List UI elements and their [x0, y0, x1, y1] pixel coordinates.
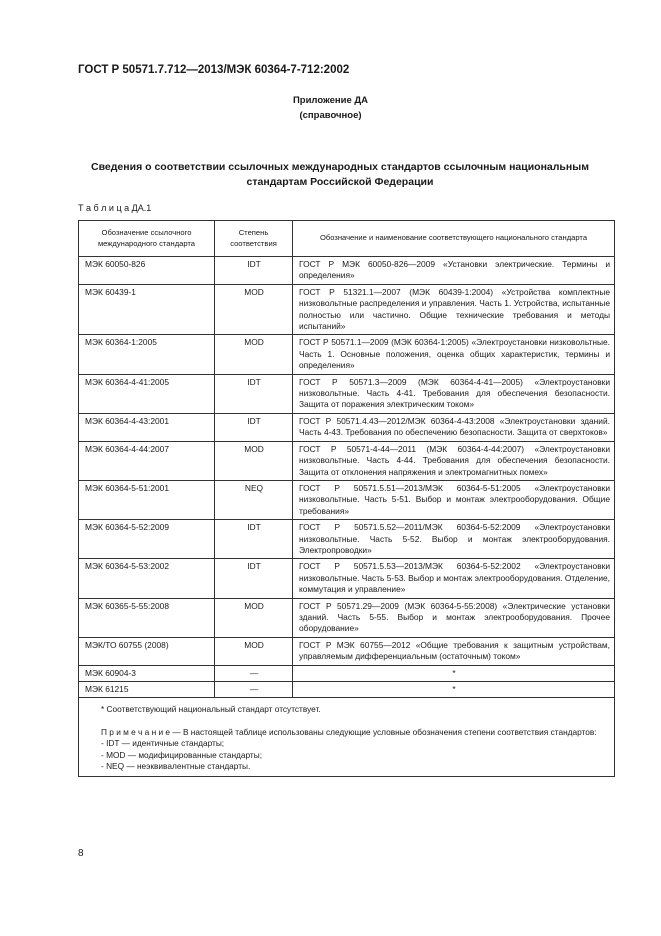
table-label: Т а б л и ц а ДА.1	[78, 203, 152, 213]
international-standard-cell: МЭК 60364-4-41:2005	[79, 374, 215, 413]
international-standard-cell: МЭК 60904-3	[79, 665, 215, 681]
table-row	[79, 335, 615, 374]
international-standard-cell: МЭК 60364-5-51:2001	[79, 480, 215, 519]
international-standard-cell: МЭК 60365-5-55:2008	[79, 598, 215, 637]
national-standard-cell: ГОСТ Р 50571-4-44—2011 (МЭК 60364-4-44:2007) «Электроустановки низковольтные. Часть 4-44. Требования для обеспечения безопасности. Защита от отклонения напряжения и электромагнитных помех»	[293, 441, 615, 480]
table-row	[79, 598, 615, 637]
column-header-degree: Степень соответствия	[215, 221, 293, 257]
international-standard-cell: МЭК 61215	[79, 682, 215, 698]
footnote: * Соответствующий национальный стандарт отсутствует.	[101, 704, 321, 715]
section-title	[60, 160, 620, 190]
standards-table	[78, 220, 615, 777]
table-row	[79, 520, 615, 559]
note-item: - MOD — модифицированные стандарты;	[101, 749, 263, 760]
international-standard-cell: МЭК/ТО 60755 (2008)	[79, 637, 215, 665]
table-row	[79, 682, 615, 698]
national-standard-cell: ГОСТ Р 50571.1—2009 (МЭК 60364-1:2005) «Электроустановки низковольтные. Часть 1. Основные положения, оценка общих характеристик, термины и определения»	[293, 335, 615, 374]
table-row	[79, 637, 615, 665]
appendix-heading	[0, 93, 661, 123]
international-standard-cell: МЭК 60364-5-52:2009	[79, 520, 215, 559]
table-row	[79, 257, 615, 285]
degree-cell: IDT	[215, 559, 293, 598]
national-standard-cell: ГОСТ Р МЭК 60050-826—2009 «Установки электрические. Термины и определения»	[293, 257, 615, 285]
table-row	[79, 374, 615, 413]
national-standard-cell: ГОСТ Р 50571.5.52—2011/МЭК 60364-5-52:2009 «Электроустановки низковольтные. Часть 5-52. Выбор и монтаж электрооборудования. Электропроводки»	[293, 520, 615, 559]
table-header-row	[79, 221, 615, 257]
international-standard-cell: МЭК 60364-1:2005	[79, 335, 215, 374]
section-title-line-1: Сведения о соответствии ссылочных международных стандартов ссылочным национальным	[91, 161, 589, 173]
degree-cell: MOD	[215, 637, 293, 665]
table-row	[79, 413, 615, 441]
degree-cell: MOD	[215, 284, 293, 335]
degree-cell: IDT	[215, 413, 293, 441]
international-standard-cell: МЭК 60364-5-53:2002	[79, 559, 215, 598]
table-row	[79, 665, 615, 681]
page-number: 8	[78, 848, 84, 859]
degree-cell: IDT	[215, 374, 293, 413]
international-standard-cell: МЭК 60050-826	[79, 257, 215, 285]
appendix-subtitle: (справочное)	[299, 110, 362, 121]
national-standard-cell: *	[293, 682, 615, 698]
section-title-line-2: стандартам Российской Федерации	[246, 176, 434, 188]
column-header-national: Обозначение и наименование соответствующего национального стандарта	[293, 221, 615, 257]
national-standard-cell: ГОСТ Р 50571.5.53—2013/МЭК 60364-5-52:2002 «Электроустановки низковольтные. Часть 5-53. Выбор и монтаж электрооборудования. Отделение, коммутация и управление»	[293, 559, 615, 598]
table-row	[79, 559, 615, 598]
appendix-title: Приложение ДА	[292, 95, 369, 106]
note-item: - NEQ — неэквивалентные стандарты.	[101, 761, 251, 772]
note-item: - IDT — идентичные стандарты;	[101, 738, 225, 749]
degree-cell: —	[215, 665, 293, 681]
table-row	[79, 284, 615, 335]
degree-cell: MOD	[215, 598, 293, 637]
table-notes	[79, 698, 615, 777]
international-standard-cell: МЭК 60364-4-44:2007	[79, 441, 215, 480]
column-header-international: Обозначение ссылочного международного стандарта	[79, 221, 215, 257]
document-header: ГОСТ Р 50571.7.712—2013/МЭК 60364-7-712:2002	[78, 64, 350, 76]
table-row	[79, 480, 615, 519]
note-intro: П р и м е ч а н и е — В настоящей таблице использованы следующие условные обозначения степени соответствия стандартов:	[101, 726, 597, 737]
national-standard-cell: ГОСТ Р 50571.29—2009 (МЭК 60364-5-55:2008) «Электрические установки зданий. Часть 5-55. Выбор и монтаж электрооборудования. Прочее оборудование»	[293, 598, 615, 637]
national-standard-cell: ГОСТ Р 50571.3—2009 (МЭК 60364-4-41—2005) «Электроустановки низковольтные. Часть 4-41. Требования для обеспечения безопасности. Защита от поражения электрическим током»	[293, 374, 615, 413]
international-standard-cell: МЭК 60439-1	[79, 284, 215, 335]
degree-cell: MOD	[215, 335, 293, 374]
degree-cell: —	[215, 682, 293, 698]
degree-cell: MOD	[215, 441, 293, 480]
international-standard-cell: МЭК 60364-4-43:2001	[79, 413, 215, 441]
national-standard-cell: *	[293, 665, 615, 681]
degree-cell: IDT	[215, 520, 293, 559]
table-notes-row	[79, 698, 615, 777]
national-standard-cell: ГОСТ Р МЭК 60755—2012 «Общие требования к защитным устройствам, управляемым дифференциальным (остаточным) током»	[293, 637, 615, 665]
degree-cell: IDT	[215, 257, 293, 285]
national-standard-cell: ГОСТ Р 50571.4.43—2012/МЭК 60364-4-43:2008 «Электроустановки зданий. Часть 4-43. Требования по обеспечению безопасности. Защита от сверхтоков»	[293, 413, 615, 441]
degree-cell: NEQ	[215, 480, 293, 519]
national-standard-cell: ГОСТ Р 50571.5.51—2013/МЭК 60364-5-51:2005 «Электроустановки низковольтные. Часть 5-51. Выбор и монтаж электрооборудования. Общие требования»	[293, 480, 615, 519]
national-standard-cell: ГОСТ Р 51321.1—2007 (МЭК 60439-1:2004) «Устройства комплектные низковольтные распределения и управления. Часть 1. Устройства, испытанные полностью или частично. Общие технические требования и методы испытаний»	[293, 284, 615, 335]
table-row	[79, 441, 615, 480]
